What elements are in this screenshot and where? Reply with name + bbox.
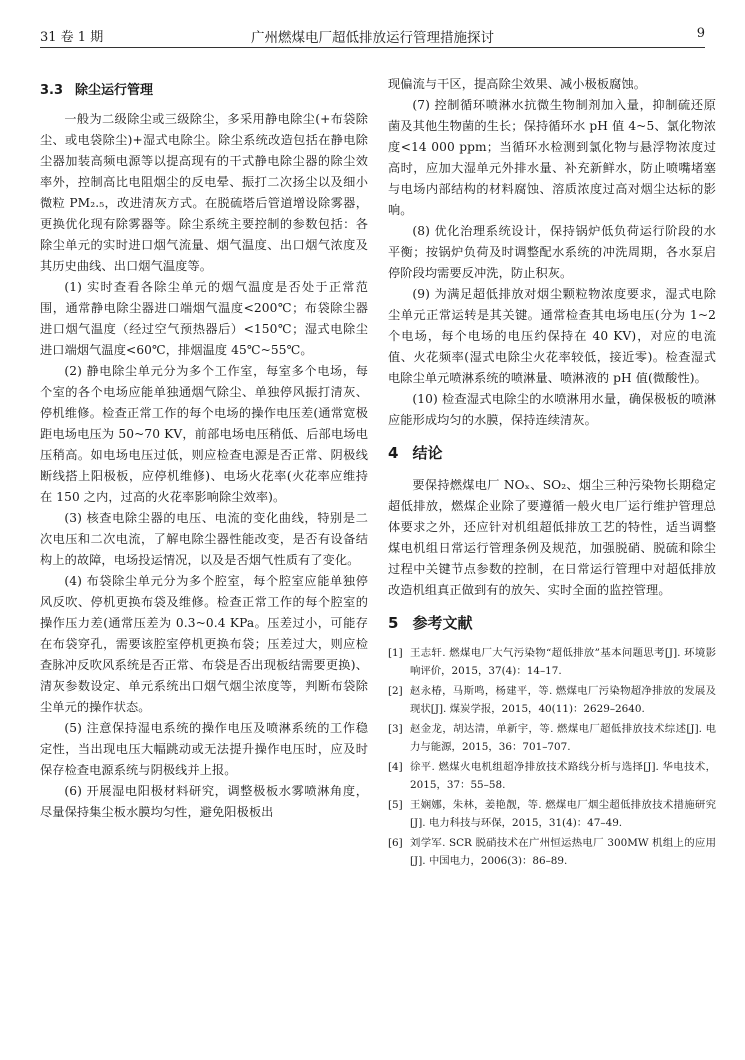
body-paragraph: (10) 检查湿式电除尘的水喷淋用水量，确保极板的喷淋应能形成均匀的水膜，保持连续清灰。 xyxy=(388,392,716,427)
body-paragraph: (5) 注意保持湿电系统的操作电压及喷淋系统的工作稳定性，当出现电压大幅跳动或无法提升操作电压时，应及时保存检查电源系统与阴极线并上报。 xyxy=(40,721,368,777)
reference-list xyxy=(388,645,716,870)
running-title: 广州燃煤电厂超低排放运行管理措施探讨 xyxy=(251,30,494,46)
body-paragraph: (1) 实时查看各除尘单元的烟气温度是否处于正常范围，通常静电除尘器进口端烟气温度<200℃；布袋除尘器进口烟气温度（经过空气预热器后）<150℃；湿式电除尘进口端烟气温度<60℃，排烟温度 45℃~55℃。 xyxy=(40,280,368,357)
reference-item xyxy=(388,683,716,718)
reference-item xyxy=(388,835,716,870)
reference-text: 赵永椿，马斯鸣，杨建平，等. 燃煤电厂污染物超净排放的发展及现状[J]. 煤炭学报，2015，40(11)：2629–2640. xyxy=(410,685,716,715)
reference-index: [5] xyxy=(388,799,403,811)
reference-item xyxy=(388,797,716,832)
page-number: 9 xyxy=(696,26,705,41)
reference-index: [6] xyxy=(388,837,403,849)
body-paragraph: (2) 静电除尘单元分为多个工作室，每室多个电场，每个室的各个电场应能单独通烟气除尘、单独停风振打清灰、停机维修。检查正常工作的每个电场的操作电压差(通常宽极距电场电压为 50~70 KV，前部电场电压稍低、后部电场电压稍高。如电场电压过低，则应检查电源是否正常、阴极线断线搭上阳极板，应停机维修)、电场火花率(火花率应维持在 150 之内，过高的火花率影响除尘效率)。 xyxy=(40,364,368,504)
body-paragraph: (8) 优化治理系统设计，保持锅炉低负荷运行阶段的水平衡；按锅炉负荷及时调整配水系统的冲洗周期，各水泵启停阶段均需要反冲洗，防止积灰。 xyxy=(388,224,716,280)
body-paragraph: 一般为二级除尘或三级除尘，多采用静电除尘(+布袋除尘、或电袋除尘)+湿式电除尘。除尘系统改造包括在静电除尘器加装高频电源等以提高现有的干式静电除尘器的除尘效率外，控制高比电阻烟尘的反电晕、振打二次扬尘以及细小微粒 PM₂.₅，改进清灰方式。在脱硫塔后管道增设除雾器，更换优化现有除雾器等。除尘系统主要控制的参数包括：各除尘单元的实时进口烟气流量、烟气温度、出口烟气浓度及其历史曲线、出口烟气温度等。 xyxy=(40,112,368,273)
reference-text: 徐平. 燃煤火电机组超净排放技术路线分析与选择[J]. 华电技术，2015，37：55–58. xyxy=(410,761,716,791)
reference-text: 刘学军. SCR 脱硝技术在广州恒运热电厂 300MW 机组上的应用[J]. 中国电力，2006(3)：86–89. xyxy=(410,837,716,867)
body-paragraph: (4) 布袋除尘单元分为多个腔室，每个腔室应能单独停风反吹、停机更换布袋及维修。检查正常工作的每个腔室的操作压力差(通常压差为 0.3~0.4 KPa。压差过小，可能存在布袋穿孔，需要该腔室停机更换布袋；压差过大，则应检查脉冲反吹风系统是否正常、布袋是否出现板结需要更换)、清灰参数设定、单元系统出口烟气烟尘浓度等，判断布袋除尘单元的操作状态。 xyxy=(40,574,368,714)
reference-text: 王娴娜，朱林，姜艳靓，等. 燃煤电厂烟尘超低排放技术措施研究[J]. 电力科技与环保，2015，31(4)：47–49. xyxy=(410,799,716,829)
body-paragraph: (6) 开展湿电阳极材料研究，调整极板水雾喷淋角度，尽量保持集尘板水膜均匀性，避免阳极板出 xyxy=(40,784,368,819)
reference-item xyxy=(388,645,716,680)
reference-text: 王志轩. 燃煤电厂大气污染物“超低排放”基本问题思考[J]. 环境影响评价，2015，37(4)：14–17. xyxy=(410,647,716,677)
right-column xyxy=(388,74,716,873)
section-title: 结论 xyxy=(412,444,443,462)
header-rule xyxy=(40,47,705,48)
journal-volume: 31 卷 1 期 xyxy=(40,30,104,45)
continued-paragraph: 现偏流与干区，提高除尘效果、减小极板腐蚀。 xyxy=(388,77,647,91)
reference-text: 赵金龙，胡达清，单新宇，等. 燃煤电厂超低排放技术综述[J]. 电力与能源，2015，36：701–707. xyxy=(410,723,716,753)
section-title: 除尘运行管理 xyxy=(75,83,154,98)
reference-index: [3] xyxy=(388,723,403,735)
reference-index: [4] xyxy=(388,761,403,773)
references-heading xyxy=(388,613,716,633)
conclusion-heading xyxy=(388,443,716,463)
running-header xyxy=(0,0,745,44)
section-number: 5 xyxy=(388,614,399,632)
reference-item xyxy=(388,721,716,756)
body-paragraph: (9) 为满足超低排放对烟尘颗粒物浓度要求，湿式电除尘单元正常运转是其关键。通常检查其电场电压(分为 1~2 个电场，每个电场的电压约保持在 40 KV)，对应的电流值、火花频率(湿式电除尘火花率较低，接近零)。检查湿式电除尘单元喷淋系统的喷淋量、喷淋液的 pH 值(微酸性)。 xyxy=(388,287,716,385)
section-number: 3.3 xyxy=(40,83,64,98)
body-paragraph: (3) 核查电除尘器的电压、电流的变化曲线，特别是二次电压和二次电流，了解电除尘器性能改变，是否有设备结构上的故障，电场投运情况，以及是否烟气性质有了变化。 xyxy=(40,511,368,567)
body-paragraph: (7) 控制循环喷淋水抗微生物制剂加入量，抑制硫还原菌及其他生物菌的生长；保持循环水 pH 值 4~5、氯化物浓度<14 000 ppm；当循环水检测到氯化物与悬浮物浓度过高时，应加大湿单元外排水量、补充新鲜水，防止喷嘴堵塞与电场内部结构的材料腐蚀、溶质浓度过高对烟尘达标的影响。 xyxy=(388,98,716,217)
section-heading-3-3 xyxy=(40,82,368,100)
reference-item xyxy=(388,759,716,794)
section-number: 4 xyxy=(388,444,399,462)
section-title: 参考文献 xyxy=(412,614,473,632)
conclusion-paragraph: 要保持燃煤电厂 NOₓ、SO₂、烟尘三种污染物长期稳定超低排放，燃煤企业除了要遵循一般火电厂运行维护管理总体要求之外，还应针对机组超低排放工艺的特性，适当调整煤电机组日常运行管理条例及规范，加强脱硝、脱硫和除尘过程中关键节点参数的控制，在日常运行管理中对超低排放改造机组真正做到有的放矢、实时全面的监控管理。 xyxy=(388,478,716,597)
reference-index: [1] xyxy=(388,647,403,659)
left-column xyxy=(40,82,368,823)
reference-index: [2] xyxy=(388,685,403,697)
